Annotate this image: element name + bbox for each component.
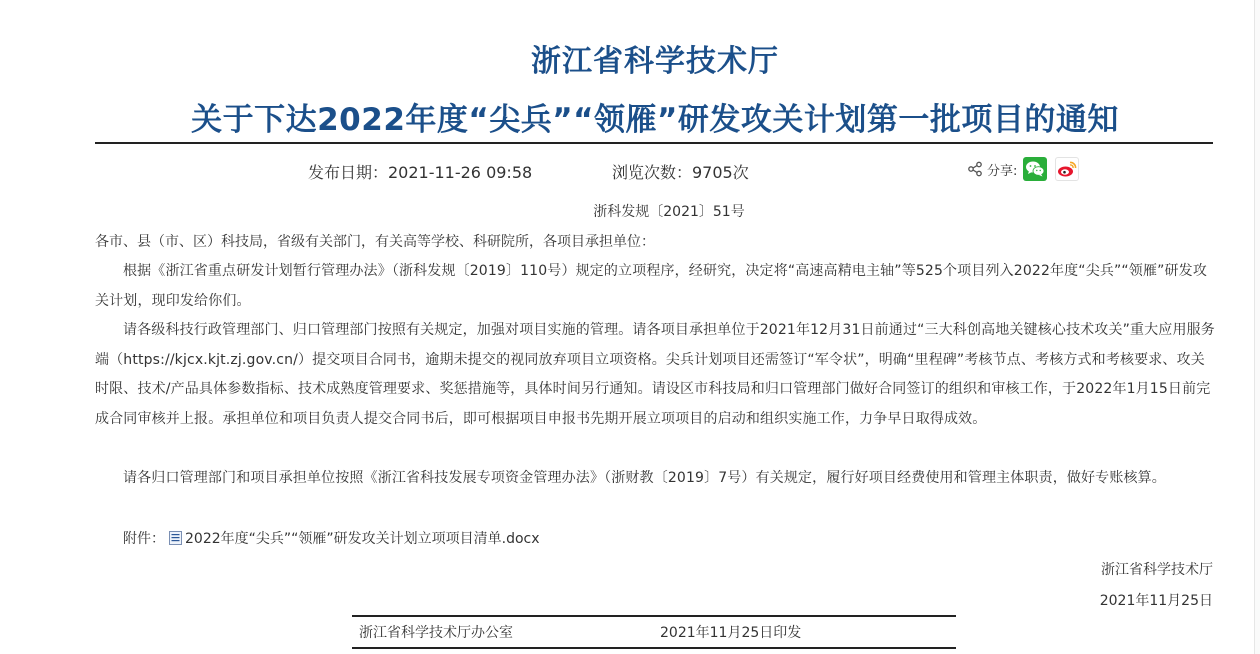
- share-bar: [967, 156, 1079, 182]
- footer-print-date: 2021年11月25日印发: [660, 625, 802, 641]
- body-paragraph-2: 请各级科技行政管理部门、归口管理部门按照有关规定，加强对项目实施的管理。请各项目承担单位于2021年12月31日前通过“三大科创高地关键核心技术攻关”重大应用服务端（https://kjcx.kjt.zj.gov.cn/）提交项目合同书，逾期未提交的视同放弃项目立项资格。尖兵计划项目还需签订“军令状”，明确“里程碑”考核节点、考核方式和考核要求、攻关时限、技术/产品具体参数指标、技术成熟度管理要求、奖惩措施等，具体时间另行通知。请设区市科技局和归口管理部门做好合同签订的组织和审核工作，于2022年1月15日前完成合同审核并上报。承担单位和项目负责人提交合同书后，即可根据项目申报书先期开展立项项目的启动和组织实施工作，力争早日取得成效。: [95, 322, 1215, 427]
- publish-date: 发布日期：2021-11-26 09:58: [308, 163, 533, 182]
- org-title: 浙江省科学技术厅: [531, 44, 779, 79]
- signature-date: 2021年11月25日: [1099, 593, 1213, 609]
- weibo-share-button[interactable]: [1055, 157, 1079, 181]
- body-paragraph-3: 请各归口管理部门和项目承担单位按照《浙江省科技发展专项资金管理办法》（浙财教〔2019〕7号）有关规定，履行好项目经费使用和管理主体职责，做好专账核算。: [123, 470, 1166, 486]
- body-paragraph-1: 根据《浙江省重点研发计划暂行管理办法》（浙科发规〔2019〕110号）规定的立项程序，经研究，决定将“高速高精电主轴”等525个项目列入2022年度“尖兵”“领雁”研发攻关计划，现印发给你们。: [95, 263, 1207, 309]
- document-number: 浙科发规〔2021〕51号: [593, 204, 745, 220]
- document-title: 关于下达2022年度“尖兵”“领雁”研发攻关计划第一批项目的通知: [191, 102, 1119, 138]
- weibo-icon: [1057, 160, 1077, 178]
- attachment-row: [123, 528, 540, 548]
- view-count: 浏览次数：9705次: [612, 163, 749, 182]
- footer-office: 浙江省科学技术厅办公室: [359, 625, 513, 641]
- footer-divider-top: [352, 615, 956, 617]
- attachment-label: 附件：: [123, 531, 165, 547]
- attachment-download-link[interactable]: 2022年度“尖兵”“领雁”研发攻关计划立项项目清单.docx: [185, 531, 540, 547]
- greeting-paragraph: 各市、县（市、区）科技局，省级有关部门，有关高等学校、科研院所，各项目承担单位：: [95, 234, 655, 250]
- docx-file-icon: [169, 531, 182, 545]
- share-icon: [967, 161, 983, 177]
- signature-org: 浙江省科学技术厅: [1101, 562, 1213, 578]
- wechat-share-button[interactable]: [1023, 157, 1047, 181]
- wechat-icon: [1025, 160, 1045, 178]
- title-divider: [95, 142, 1213, 144]
- share-label: 分享:: [987, 163, 1018, 179]
- footer-divider-bottom: [352, 647, 956, 649]
